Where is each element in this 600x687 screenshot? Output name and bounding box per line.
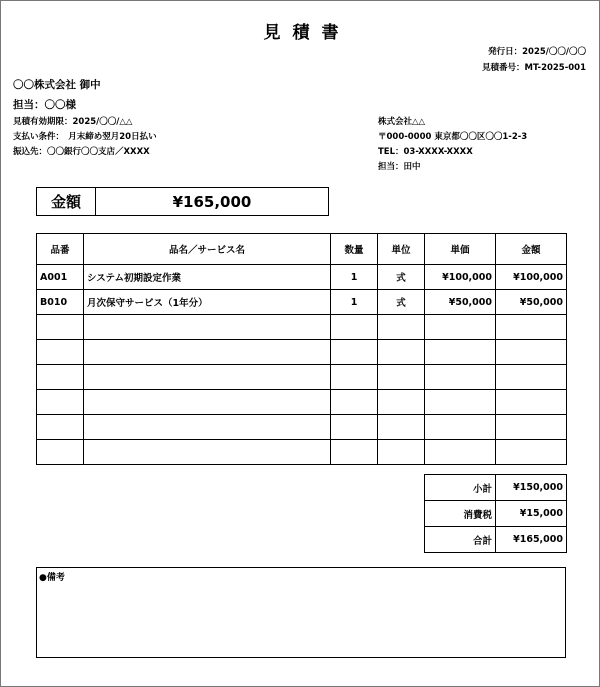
issuer-person: 担当：田中 xyxy=(378,162,421,172)
table-row xyxy=(37,415,567,440)
cell-unit-price xyxy=(425,390,496,415)
issue-date: 発行日：2025/〇〇/〇〇 xyxy=(488,47,586,57)
cell-unit xyxy=(378,340,425,365)
cell-unit xyxy=(378,415,425,440)
cell-unit-price xyxy=(425,365,496,390)
total-row xyxy=(425,527,567,553)
table-row xyxy=(37,340,567,365)
cell-quantity xyxy=(331,340,378,365)
header-quantity: 数量 xyxy=(331,234,378,265)
totals-table xyxy=(424,474,567,553)
subtotal-value: ¥150,000 xyxy=(496,475,567,501)
cell-item-name: システム初期設定作業 xyxy=(84,265,331,290)
remarks-label: ●備考 xyxy=(39,573,65,583)
cell-item-name xyxy=(84,365,331,390)
cell-amount xyxy=(496,390,567,415)
tax-value: ¥15,000 xyxy=(496,501,567,527)
cell-quantity xyxy=(331,390,378,415)
cell-item-name xyxy=(84,390,331,415)
document-title: 見積書 xyxy=(263,23,351,43)
issuer-address: 〒000-0000 東京都〇〇区〇〇1-2-3 xyxy=(378,132,528,142)
subtotal-label: 小計 xyxy=(425,475,496,501)
cell-unit xyxy=(378,390,425,415)
cell-quantity: 1 xyxy=(331,290,378,315)
amount-box xyxy=(36,187,329,216)
estimate-number: 見積番号：MT-2025-001 xyxy=(482,63,586,73)
table-row xyxy=(37,365,567,390)
cell-unit-price: ¥50,000 xyxy=(425,290,496,315)
table-row xyxy=(37,265,567,290)
remarks-box xyxy=(36,567,566,658)
cell-amount xyxy=(496,365,567,390)
cell-item-name: 月次保守サービス（1年分） xyxy=(84,290,331,315)
header-item-code: 品番 xyxy=(37,234,84,265)
items-table xyxy=(36,233,567,465)
cell-quantity xyxy=(331,365,378,390)
cell-quantity xyxy=(331,315,378,340)
cell-quantity xyxy=(331,415,378,440)
cell-item-code xyxy=(37,440,84,465)
client-company: 〇〇株式会社 御中 xyxy=(13,79,101,91)
cell-amount xyxy=(496,440,567,465)
cell-unit-price xyxy=(425,340,496,365)
payment-terms: 支払い条件： 月末締め翌月20日払い xyxy=(13,132,157,142)
header-unit: 単位 xyxy=(378,234,425,265)
cell-item-name xyxy=(84,315,331,340)
amount-label: 金額 xyxy=(37,188,96,215)
tax-label: 消費税 xyxy=(425,501,496,527)
cell-amount: ¥100,000 xyxy=(496,265,567,290)
cell-item-name xyxy=(84,440,331,465)
header-unit-price: 単価 xyxy=(425,234,496,265)
bank-info: 振込先：〇〇銀行〇〇支店／XXXX xyxy=(13,147,150,157)
cell-unit-price xyxy=(425,315,496,340)
cell-unit-price xyxy=(425,440,496,465)
cell-item-code xyxy=(37,365,84,390)
validity-date: 見積有効期限：2025/〇〇/△△ xyxy=(13,117,133,127)
cell-unit-price: ¥100,000 xyxy=(425,265,496,290)
table-row xyxy=(37,440,567,465)
cell-item-code: A001 xyxy=(37,265,84,290)
cell-unit xyxy=(378,315,425,340)
amount-value: ¥165,000 xyxy=(172,192,252,211)
header-amount: 金額 xyxy=(496,234,567,265)
table-row xyxy=(37,290,567,315)
cell-amount: ¥50,000 xyxy=(496,290,567,315)
issuer-company: 株式会社△△ xyxy=(378,117,426,127)
cell-amount xyxy=(496,415,567,440)
cell-item-name xyxy=(84,340,331,365)
subtotal-row xyxy=(425,475,567,501)
cell-item-code xyxy=(37,315,84,340)
tax-row xyxy=(425,501,567,527)
table-row xyxy=(37,315,567,340)
cell-unit: 式 xyxy=(378,265,425,290)
cell-amount xyxy=(496,340,567,365)
cell-item-code: B010 xyxy=(37,290,84,315)
issuer-tel: TEL：03-XXXX-XXXX xyxy=(378,147,473,157)
cell-item-code xyxy=(37,340,84,365)
total-value: ¥165,000 xyxy=(496,527,567,553)
table-header-row xyxy=(37,234,567,265)
cell-quantity: 1 xyxy=(331,265,378,290)
cell-unit xyxy=(378,440,425,465)
cell-item-code xyxy=(37,415,84,440)
cell-unit: 式 xyxy=(378,290,425,315)
header-item-name: 品名／サービス名 xyxy=(84,234,331,265)
cell-amount xyxy=(496,315,567,340)
cell-quantity xyxy=(331,440,378,465)
cell-unit-price xyxy=(425,415,496,440)
cell-unit xyxy=(378,365,425,390)
table-row xyxy=(37,390,567,415)
cell-item-code xyxy=(37,390,84,415)
client-person: 担当：〇〇様 xyxy=(13,99,76,111)
total-label: 合計 xyxy=(425,527,496,553)
cell-item-name xyxy=(84,415,331,440)
